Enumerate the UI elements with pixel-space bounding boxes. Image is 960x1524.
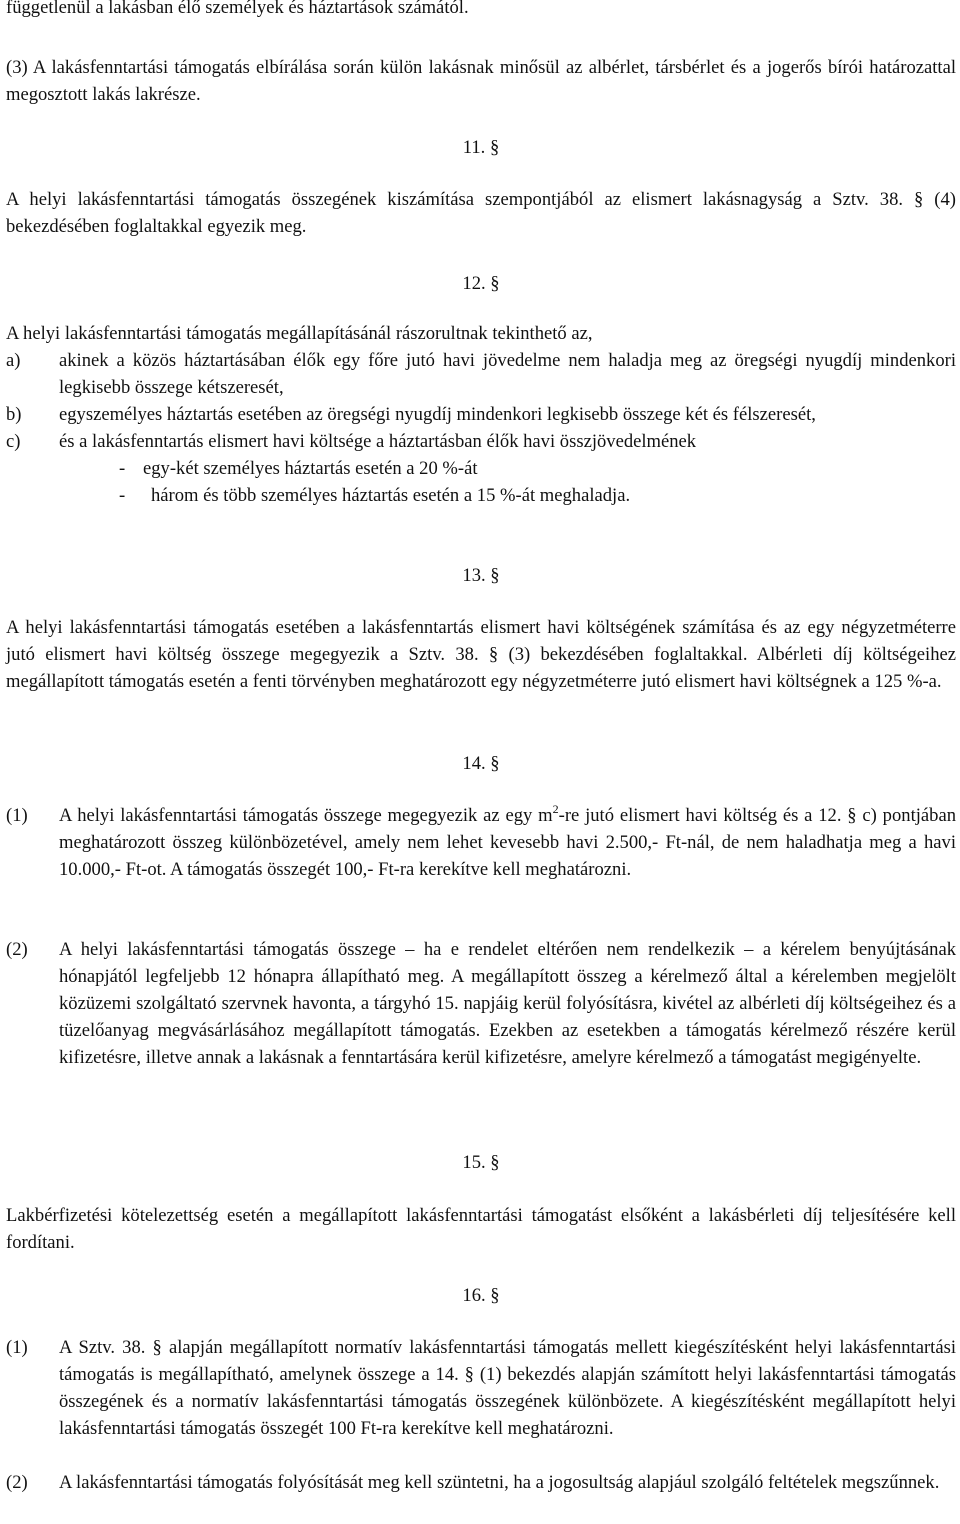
paragraph-text: A lakásfenntartási támogatás folyósítását meg kell szüntetni, ha a jogosultság alapjául szolgáló feltételek megszűnnek. [59, 1472, 940, 1493]
dash-text: három és több személyes háztartás esetén a 15 %-át meghaladja. [151, 485, 631, 506]
list-text: és a lakásfenntartás elismert havi költsége a háztartásban élők havi összjövedelmének [59, 431, 697, 452]
dash-mark: - [119, 485, 126, 506]
list-item-b [6, 401, 956, 428]
dash-mark: - [119, 458, 126, 479]
dash-item-1 [119, 455, 956, 482]
paragraph-continuation: függetlenül a lakásban élő személyek és háztartások számától. [6, 0, 469, 18]
section-14-heading: 14. § [462, 753, 500, 774]
list-text: akinek a közös háztartásában élők egy főre jutó havi jövedelme nem haladja meg az öregségi nyugdíj mindenkori legkisebb összege kétszeresét, [59, 350, 956, 398]
dash-text: egy-két személyes háztartás esetén a 20 %-át [143, 458, 478, 479]
paragraph-text: A Sztv. 38. § alapján megállapított normatív lakásfenntartási támogatás mellett kiegészítésként helyi lakásfenntartási támogatás is megállapítható, amelynek összege a 14. § (1) bekezdés alapján számított helyi lakásfenntartási támogatás összegének és a normatív lakásfenntartási támogatás összegének különbözete. A kiegészítésként megállapított helyi lakásfenntartási támogatás összegét 100 Ft-ra kerekítve kell meghatározni. [59, 1337, 956, 1439]
paragraph-label: (1) [6, 805, 28, 826]
paragraph-text: A helyi lakásfenntartási támogatás összege megegyezik az egy $m^2-re$ jutó elismert havi költség és a 12. § c) pontjában meghatározott összeg különbözetével, amely nem lehet kevesebb havi 2.500,- Ft-nál, de nem haladhatja meg a havi 10.000,- Ft-ot. A támogatás összegét 100,- Ft-ra kerekítve kell meghatározni. [59, 802, 956, 880]
list-item-a [6, 347, 956, 401]
section-13-text: A helyi lakásfenntartási támogatás esetében a lakásfenntartás elismert havi költségének számítása és az egy négyzetméterre jutó elismert havi költség összege megegyezik a Sztv. 38. § (3) bekezdésében foglaltakkal. Albérleti díj költségeihez megállapított támogatás esetén a fenti törvényben meghatározott egy négyzetméterre jutó elismert havi költségnek a 125 %-a. [6, 617, 956, 692]
list-text: egyszemélyes háztartás esetében az öregségi nyugdíj mindenkori legkisebb összege két és félszeresét, [59, 404, 816, 425]
paragraph-label: (2) [6, 1472, 28, 1493]
list-label: b) [6, 404, 22, 425]
section-13-heading: 13. § [462, 565, 500, 586]
section-16-heading: 16. § [462, 1285, 500, 1306]
paragraph-label: (1) [6, 1337, 28, 1358]
section-16-paragraph-2 [6, 1469, 956, 1496]
section-14-paragraph-2 [6, 936, 956, 1071]
list-item-c [6, 428, 956, 455]
paragraph-label: (2) [6, 939, 28, 960]
section-11-text: A helyi lakásfenntartási támogatás összegének kiszámítása szempontjából az elismert lakásnagyság a Sztv. 38. § (4) bekezdésében foglaltakkal egyezik meg. [6, 189, 956, 237]
section-12-intro: A helyi lakásfenntartási támogatás megállapításánál rászorultnak tekinthető az, [6, 323, 593, 344]
section-12-body [6, 320, 956, 509]
section-15-text: Lakbérfizetési kötelezettség esetén a megállapított lakásfenntartási támogatást elsőként a lakásbérleti díj teljesítésére kell fordítani. [6, 1205, 956, 1253]
section-16-paragraph-1 [6, 1334, 956, 1442]
paragraph-3: (3) A lakásfenntartási támogatás elbírálása során külön lakásnak minősül az albérlet, társbérlet és a jogerős bírói határozattal megosztott lakás lakrésze. [6, 57, 956, 105]
dash-item-2 [119, 482, 956, 509]
section-11-heading: 11. § [462, 137, 500, 158]
list-label: a) [6, 350, 21, 371]
list-label: c) [6, 431, 21, 452]
section-15-heading: 15. § [462, 1152, 500, 1173]
paragraph-text: A helyi lakásfenntartási támogatás összege – ha e rendelet eltérően nem rendelkezik – a kérelem benyújtásának hónapjától legfeljebb 12 hónapra állapítható meg. A megállapított összeg a kérelmező által a kérelemben megjelölt közüzemi szolgáltató szervnek havonta, a tárgyhó 15. napjáig kerül folyósításra, kivétel az albérleti díj költségeihez és a tüzelőanyag megvásárlásához megállapított támogatás. Ezekben az esetekben a támogatás kérelmező részére kerül kifizetésre, illetve annak a lakásnak a fenntartására kerül kifizetésre, amelyre kérelmező a támogatást megigényelte. [59, 939, 956, 1068]
section-12-heading: 12. § [462, 273, 500, 294]
section-14-paragraph-1 [6, 802, 956, 883]
